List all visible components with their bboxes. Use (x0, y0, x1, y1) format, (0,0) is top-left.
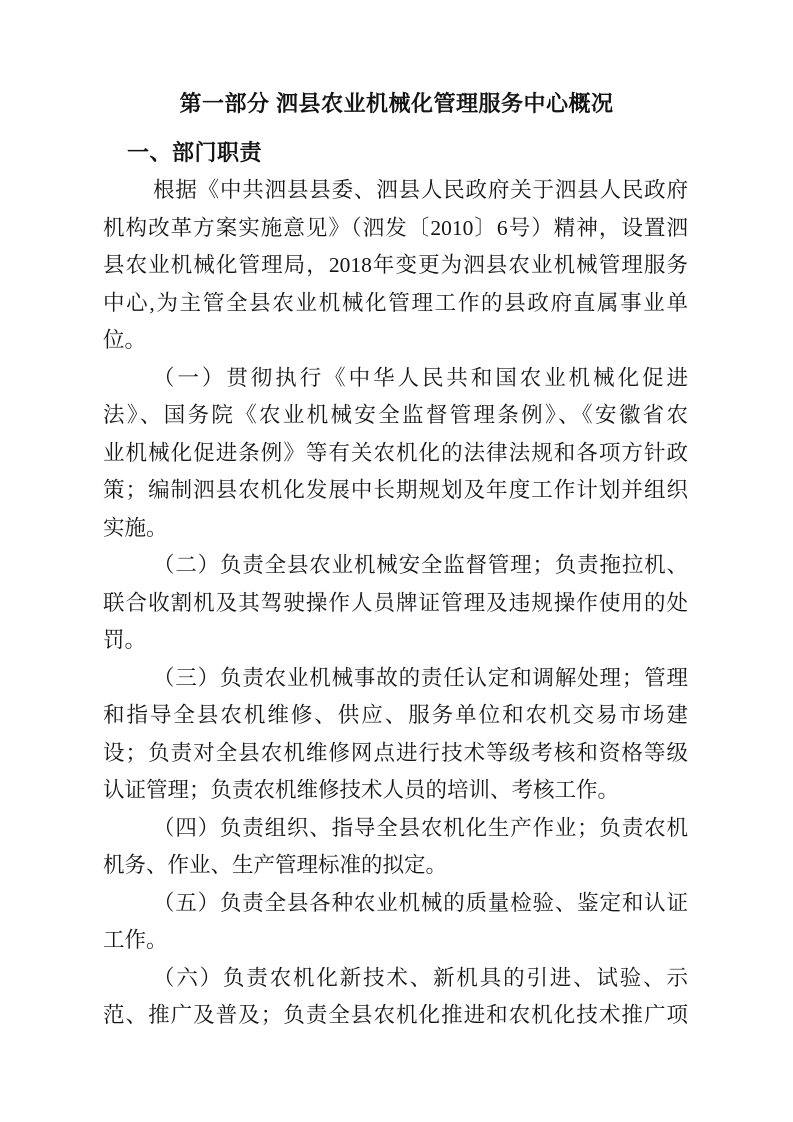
text-line: 策；编制泗县农机化发展中长期规划及年度工作计划并组织 (103, 478, 688, 502)
paragraph (103, 172, 688, 360)
document-title: 第一部分 泗县农业机械化管理服务中心概况 (179, 91, 614, 116)
text-line: 县农业机械化管理局，2018年变更为泗县农业机械管理服务 (103, 253, 688, 277)
paragraph (103, 960, 688, 1035)
text-line: 机务、作业、生产管理标准的拟定。 (103, 853, 448, 877)
paragraph (103, 547, 688, 660)
text-line: 工作。 (103, 928, 168, 952)
text-line: 认证管理；负责农机维修技术人员的培训、考核工作。 (103, 778, 620, 802)
text-line: 和指导全县农机维修、供应、服务单位和农机交易市场建 (103, 703, 688, 727)
text-line: 罚。 (103, 628, 147, 652)
text-line: （四）负责组织、指导全县农机化生产作业；负责农机 (153, 815, 688, 840)
text-line: 联合收割机及其驾驶操作人员牌证管理及违规操作使用的处 (103, 590, 688, 615)
text-line: （六）负责农机化新技术、新机具的引进、试验、示 (153, 965, 688, 990)
text-line: 业机械化促进条例》等有关农机化的法律法规和各项方针政 (103, 440, 688, 465)
text-line: （二）负责全县农业机械安全监督管理；负责拖拉机、 (153, 553, 688, 577)
section-heading: 一、部门职责 (127, 140, 263, 165)
text-line: 根据《中共泗县县委、泗县人民政府关于泗县人民政府 (153, 178, 688, 202)
paragraph (103, 810, 688, 885)
text-line: 范、推广及普及；负责全县农机化推进和农机化技术推广项 (103, 1003, 688, 1027)
paragraph (103, 360, 688, 548)
document-body (103, 172, 688, 1035)
text-line: 实施。 (103, 515, 168, 540)
text-line: 位。 (103, 328, 147, 352)
paragraph (103, 885, 688, 960)
text-line: （三）负责农业机械事故的责任认定和调解处理；管理 (153, 665, 688, 690)
text-line: 机构改革方案实施意见》（泗发〔2010〕6号）精神，设置泗 (103, 215, 688, 240)
text-line: 法》、国务院《农业机械安全监督管理条例》、《安徽省农 (103, 403, 688, 427)
text-line: 设；负责对全县农机维修网点进行技术等级考核和资格等级 (103, 740, 688, 765)
text-line: （一）贯彻执行《中华人民共和国农业机械化促进 (153, 365, 688, 390)
paragraph (103, 660, 688, 810)
text-line: 中心,为主管全县农业机械化管理工作的县政府直属事业单 (103, 290, 688, 315)
text-line: （五）负责全县各种农业机械的质量检验、鉴定和认证 (153, 890, 688, 915)
